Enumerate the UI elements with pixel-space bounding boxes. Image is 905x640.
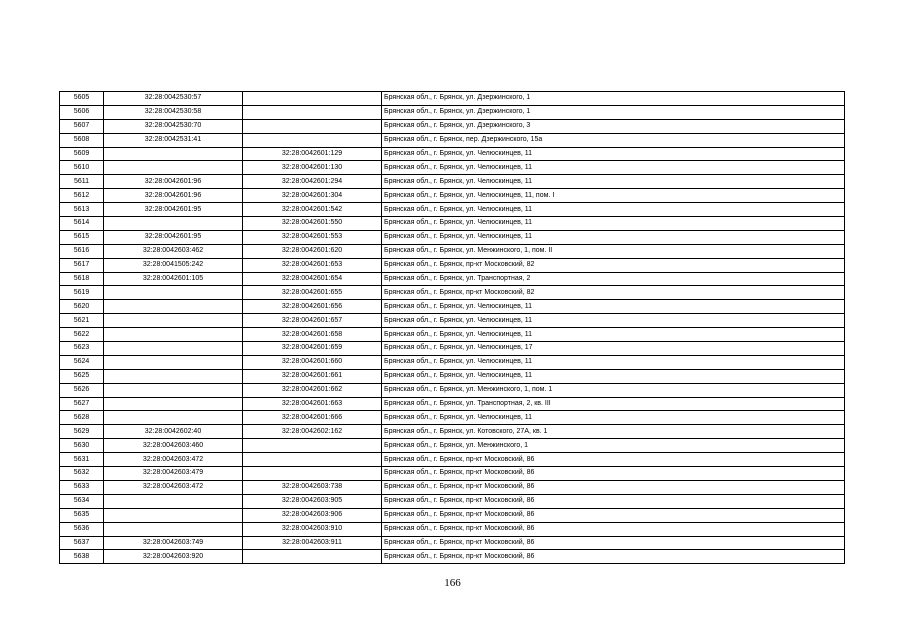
row-number-cell: 5630 — [60, 439, 104, 453]
row-number-cell: 5632 — [60, 467, 104, 481]
row-number-cell: 5621 — [60, 314, 104, 328]
row-number-cell: 5613 — [60, 203, 104, 217]
row-number-cell: 5616 — [60, 244, 104, 258]
row-number-cell: 5611 — [60, 175, 104, 189]
new-cadastral-number-cell — [243, 439, 382, 453]
row-number-cell: 5637 — [60, 536, 104, 550]
row-number-cell: 5636 — [60, 522, 104, 536]
new-cadastral-number-cell — [243, 133, 382, 147]
row-number-cell: 5629 — [60, 425, 104, 439]
row-number-cell: 5628 — [60, 411, 104, 425]
row-number-cell: 5626 — [60, 383, 104, 397]
table-row — [60, 369, 845, 383]
table-row — [60, 147, 845, 161]
row-number-cell: 5612 — [60, 189, 104, 203]
address-cell: Брянская обл., г. Брянск, ул. Челюскинцев, 11 — [382, 369, 845, 383]
new-cadastral-number-cell: 32:28:0042601:660 — [243, 355, 382, 369]
address-cell: Брянская обл., г. Брянск, ул. Челюскинцев, 11 — [382, 411, 845, 425]
new-cadastral-number-cell: 32:28:0042601:129 — [243, 147, 382, 161]
new-cadastral-number-cell: 32:28:0042601:656 — [243, 300, 382, 314]
new-cadastral-number-cell: 32:28:0042601:659 — [243, 342, 382, 356]
table-row — [60, 286, 845, 300]
old-cadastral-number-cell — [104, 314, 243, 328]
table-row — [60, 133, 845, 147]
address-cell: Брянская обл., г. Брянск, ул. Челюскинцев, 11 — [382, 175, 845, 189]
table-row — [60, 300, 845, 314]
old-cadastral-number-cell: 32:28:0042603:472 — [104, 453, 243, 467]
row-number-cell: 5625 — [60, 369, 104, 383]
table-row — [60, 439, 845, 453]
new-cadastral-number-cell: 32:28:0042603:738 — [243, 480, 382, 494]
new-cadastral-number-cell: 32:28:0042601:542 — [243, 203, 382, 217]
table-row — [60, 494, 845, 508]
new-cadastral-number-cell: 32:28:0042601:620 — [243, 244, 382, 258]
address-cell: Брянская обл., г. Брянск, ул. Котовского, 27А, кв. 1 — [382, 425, 845, 439]
row-number-cell: 5605 — [60, 92, 104, 106]
old-cadastral-number-cell: 32:28:0042603:472 — [104, 480, 243, 494]
address-cell: Брянская обл., г. Брянск, ул. Дзержинского, 1 — [382, 92, 845, 106]
address-cell: Брянская обл., г. Брянск, пр-кт Московский, 86 — [382, 453, 845, 467]
old-cadastral-number-cell — [104, 161, 243, 175]
old-cadastral-number-cell — [104, 508, 243, 522]
address-cell: Брянская обл., г. Брянск, ул. Челюскинцев, 11 — [382, 300, 845, 314]
table-row — [60, 480, 845, 494]
address-cell: Брянская обл., г. Брянск, ул. Дзержинского, 3 — [382, 119, 845, 133]
old-cadastral-number-cell — [104, 147, 243, 161]
new-cadastral-number-cell: 32:28:0042603:906 — [243, 508, 382, 522]
row-number-cell: 5608 — [60, 133, 104, 147]
table-row — [60, 244, 845, 258]
row-number-cell: 5620 — [60, 300, 104, 314]
old-cadastral-number-cell: 32:28:0042603:749 — [104, 536, 243, 550]
table-row — [60, 508, 845, 522]
new-cadastral-number-cell — [243, 550, 382, 564]
address-cell: Брянская обл., г. Брянск, ул. Челюскинцев, 11 — [382, 230, 845, 244]
new-cadastral-number-cell: 32:28:0042601:653 — [243, 258, 382, 272]
row-number-cell: 5610 — [60, 161, 104, 175]
address-cell: Брянская обл., г. Брянск, ул. Менжинского, 1, пом. II — [382, 244, 845, 258]
address-cell: Брянская обл., г. Брянск, пр-кт Московский, 86 — [382, 494, 845, 508]
address-cell: Брянская обл., г. Брянск, пр-кт Московский, 86 — [382, 467, 845, 481]
old-cadastral-number-cell — [104, 300, 243, 314]
new-cadastral-number-cell: 32:28:0042603:905 — [243, 494, 382, 508]
address-cell: Брянская обл., г. Брянск, пр-кт Московский, 86 — [382, 480, 845, 494]
old-cadastral-number-cell: 32:28:0042601:96 — [104, 175, 243, 189]
address-cell: Брянская обл., г. Брянск, ул. Челюскинцев, 11 — [382, 161, 845, 175]
table-row — [60, 411, 845, 425]
old-cadastral-number-cell — [104, 217, 243, 231]
old-cadastral-number-cell: 32:28:0042603:920 — [104, 550, 243, 564]
address-cell: Брянская обл., г. Брянск, пр-кт Московский, 86 — [382, 508, 845, 522]
table-row — [60, 453, 845, 467]
new-cadastral-number-cell — [243, 105, 382, 119]
table-row — [60, 272, 845, 286]
row-number-cell: 5615 — [60, 230, 104, 244]
table-row — [60, 397, 845, 411]
table-body — [60, 92, 845, 564]
new-cadastral-number-cell: 32:28:0042601:130 — [243, 161, 382, 175]
new-cadastral-number-cell: 32:28:0042601:294 — [243, 175, 382, 189]
new-cadastral-number-cell: 32:28:0042601:658 — [243, 328, 382, 342]
row-number-cell: 5607 — [60, 119, 104, 133]
address-cell: Брянская обл., г. Брянск, ул. Челюскинцев, 11 — [382, 147, 845, 161]
table-row — [60, 258, 845, 272]
address-cell: Брянская обл., г. Брянск, ул. Челюскинцев, 11, пом. I — [382, 189, 845, 203]
old-cadastral-number-cell: 32:28:0042530:70 — [104, 119, 243, 133]
row-number-cell: 5619 — [60, 286, 104, 300]
old-cadastral-number-cell: 32:28:0042601:95 — [104, 203, 243, 217]
new-cadastral-number-cell — [243, 467, 382, 481]
row-number-cell: 5627 — [60, 397, 104, 411]
new-cadastral-number-cell: 32:28:0042601:661 — [243, 369, 382, 383]
address-cell: Брянская обл., г. Брянск, ул. Челюскинцев, 11 — [382, 355, 845, 369]
old-cadastral-number-cell — [104, 286, 243, 300]
address-cell: Брянская обл., г. Брянск, ул. Челюскинцев, 11 — [382, 314, 845, 328]
row-number-cell: 5638 — [60, 550, 104, 564]
new-cadastral-number-cell: 32:28:0042601:662 — [243, 383, 382, 397]
table-row — [60, 467, 845, 481]
row-number-cell: 5614 — [60, 217, 104, 231]
address-cell: Брянская обл., г. Брянск, ул. Челюскинцев, 11 — [382, 328, 845, 342]
old-cadastral-number-cell: 32:28:0042601:96 — [104, 189, 243, 203]
table-row — [60, 175, 845, 189]
table-row — [60, 342, 845, 356]
address-cell: Брянская обл., г. Брянск, пер. Дзержинского, 15а — [382, 133, 845, 147]
row-number-cell: 5617 — [60, 258, 104, 272]
row-number-cell: 5623 — [60, 342, 104, 356]
table-row — [60, 355, 845, 369]
table-row — [60, 105, 845, 119]
new-cadastral-number-cell: 32:28:0042603:911 — [243, 536, 382, 550]
old-cadastral-number-cell — [104, 355, 243, 369]
table-row — [60, 314, 845, 328]
old-cadastral-number-cell — [104, 328, 243, 342]
new-cadastral-number-cell: 32:28:0042601:304 — [243, 189, 382, 203]
table-row — [60, 203, 845, 217]
old-cadastral-number-cell — [104, 411, 243, 425]
old-cadastral-number-cell: 32:28:0042603:462 — [104, 244, 243, 258]
old-cadastral-number-cell: 32:28:0042603:479 — [104, 467, 243, 481]
new-cadastral-number-cell: 32:28:0042601:655 — [243, 286, 382, 300]
new-cadastral-number-cell: 32:28:0042601:550 — [243, 217, 382, 231]
old-cadastral-number-cell — [104, 342, 243, 356]
address-cell: Брянская обл., г. Брянск, ул. Менжинского, 1, пом. 1 — [382, 383, 845, 397]
table-row — [60, 550, 845, 564]
row-number-cell: 5606 — [60, 105, 104, 119]
new-cadastral-number-cell: 32:28:0042601:654 — [243, 272, 382, 286]
old-cadastral-number-cell: 32:28:0042603:460 — [104, 439, 243, 453]
row-number-cell: 5618 — [60, 272, 104, 286]
old-cadastral-number-cell: 32:28:0042601:105 — [104, 272, 243, 286]
old-cadastral-number-cell: 32:28:0042601:95 — [104, 230, 243, 244]
old-cadastral-number-cell — [104, 383, 243, 397]
address-cell: Брянская обл., г. Брянск, ул. Челюскинцев, 11 — [382, 203, 845, 217]
new-cadastral-number-cell: 32:28:0042601:657 — [243, 314, 382, 328]
table-row — [60, 383, 845, 397]
table-row — [60, 522, 845, 536]
old-cadastral-number-cell — [104, 397, 243, 411]
address-cell: Брянская обл., г. Брянск, ул. Челюскинцев, 17 — [382, 342, 845, 356]
row-number-cell: 5631 — [60, 453, 104, 467]
new-cadastral-number-cell: 32:28:0042602:162 — [243, 425, 382, 439]
registry-table — [59, 91, 845, 564]
row-number-cell: 5609 — [60, 147, 104, 161]
row-number-cell: 5624 — [60, 355, 104, 369]
page-number: 166 — [444, 577, 461, 589]
table-row — [60, 119, 845, 133]
old-cadastral-number-cell: 32:28:0042530:58 — [104, 105, 243, 119]
address-cell: Брянская обл., г. Брянск, пр-кт Московский, 86 — [382, 550, 845, 564]
address-cell: Брянская обл., г. Брянск, ул. Транспортная, 2, кв. III — [382, 397, 845, 411]
new-cadastral-number-cell — [243, 453, 382, 467]
new-cadastral-number-cell: 32:28:0042601:663 — [243, 397, 382, 411]
address-cell: Брянская обл., г. Брянск, ул. Дзержинского, 1 — [382, 105, 845, 119]
new-cadastral-number-cell: 32:28:0042603:910 — [243, 522, 382, 536]
address-cell: Брянская обл., г. Брянск, ул. Челюскинцев, 11 — [382, 217, 845, 231]
row-number-cell: 5634 — [60, 494, 104, 508]
address-cell: Брянская обл., г. Брянск, ул. Транспортная, 2 — [382, 272, 845, 286]
address-cell: Брянская обл., г. Брянск, пр-кт Московский, 86 — [382, 522, 845, 536]
row-number-cell: 5633 — [60, 480, 104, 494]
new-cadastral-number-cell — [243, 92, 382, 106]
table-row — [60, 217, 845, 231]
new-cadastral-number-cell — [243, 119, 382, 133]
table-row — [60, 161, 845, 175]
old-cadastral-number-cell: 32:28:0042602:40 — [104, 425, 243, 439]
row-number-cell: 5622 — [60, 328, 104, 342]
old-cadastral-number-cell: 32:28:0042531:41 — [104, 133, 243, 147]
address-cell: Брянская обл., г. Брянск, пр-кт Московский, 82 — [382, 258, 845, 272]
old-cadastral-number-cell — [104, 369, 243, 383]
table-row — [60, 189, 845, 203]
address-cell: Брянская обл., г. Брянск, пр-кт Московский, 86 — [382, 536, 845, 550]
table-row — [60, 230, 845, 244]
table-row — [60, 92, 845, 106]
old-cadastral-number-cell: 32:28:0042530:57 — [104, 92, 243, 106]
table-row — [60, 328, 845, 342]
old-cadastral-number-cell — [104, 522, 243, 536]
new-cadastral-number-cell: 32:28:0042601:666 — [243, 411, 382, 425]
table-row — [60, 425, 845, 439]
old-cadastral-number-cell: 32:28:0041505:242 — [104, 258, 243, 272]
address-cell: Брянская обл., г. Брянск, пр-кт Московский, 82 — [382, 286, 845, 300]
table-row — [60, 536, 845, 550]
row-number-cell: 5635 — [60, 508, 104, 522]
old-cadastral-number-cell — [104, 494, 243, 508]
address-cell: Брянская обл., г. Брянск, ул. Менжинского, 1 — [382, 439, 845, 453]
new-cadastral-number-cell: 32:28:0042601:553 — [243, 230, 382, 244]
